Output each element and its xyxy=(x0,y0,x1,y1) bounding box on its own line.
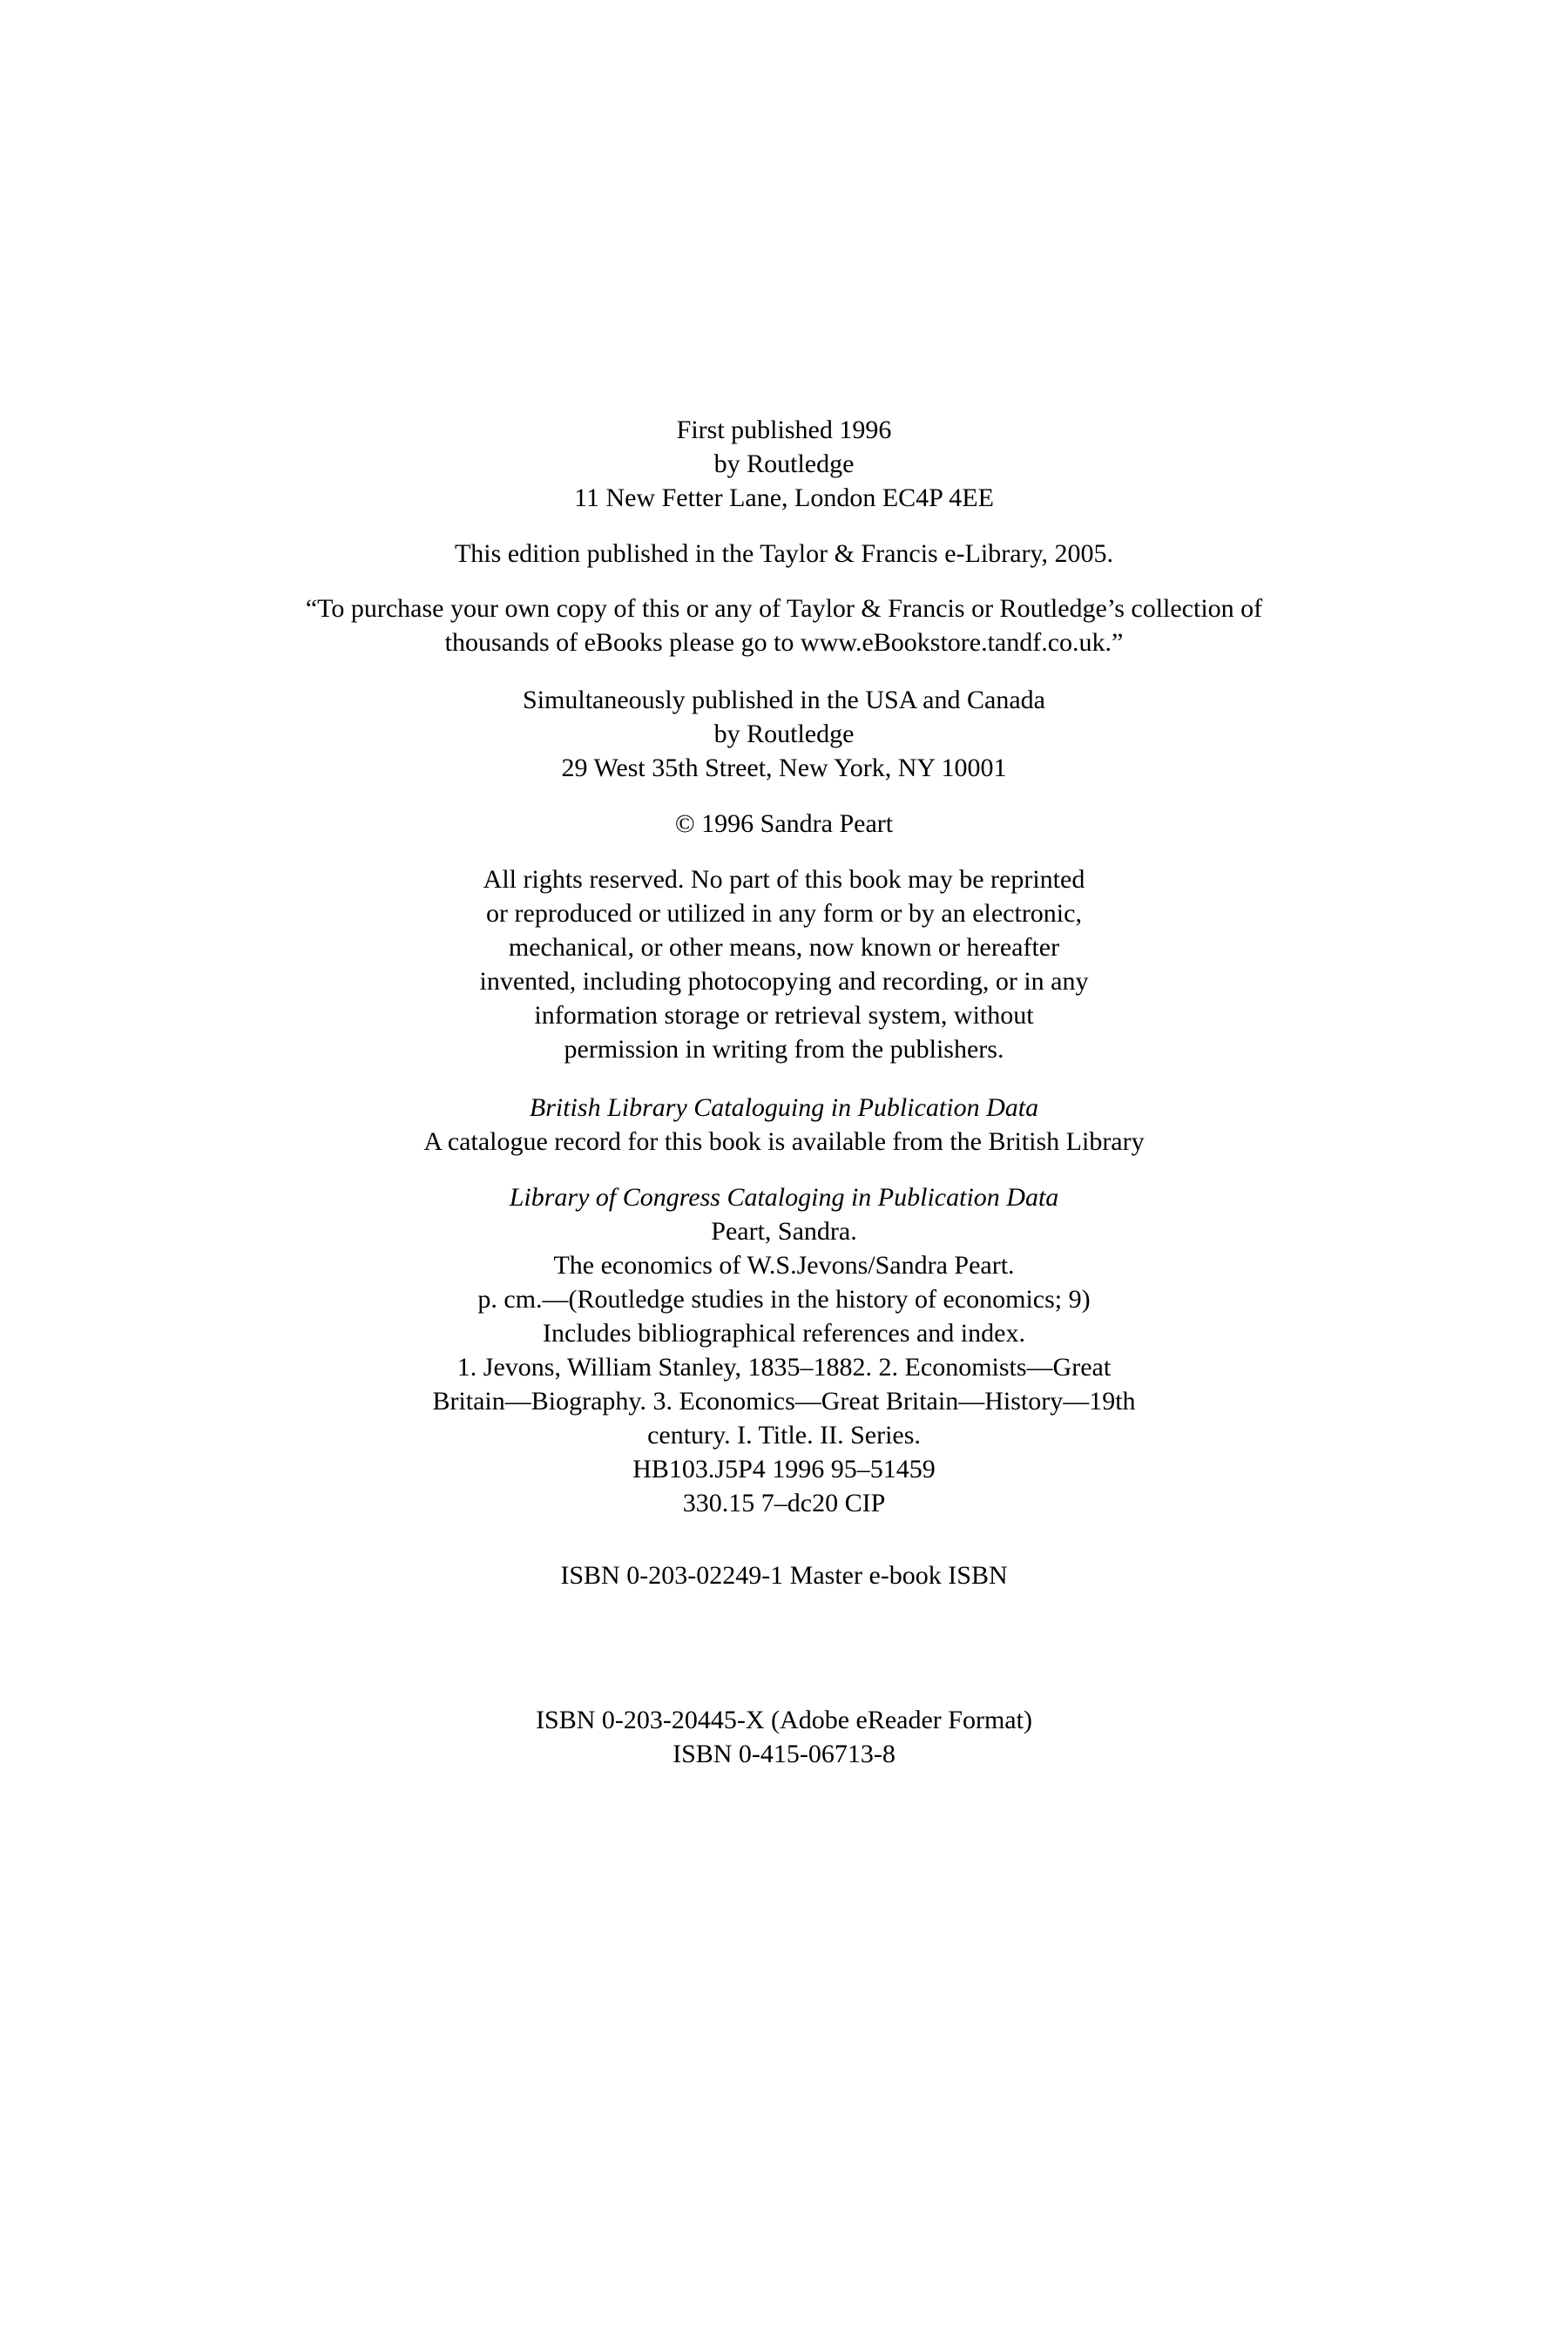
isbn-master xyxy=(0,1558,1568,1592)
publication-line: 11 New Fetter Lane, London EC4P 4EE xyxy=(574,483,994,512)
usa-line: 29 West 35th Street, New York, NY 10001 xyxy=(561,754,1007,782)
loc-line: 1. Jevons, William Stanley, 1835–1882. 2. Economists—Great xyxy=(456,1353,1112,1382)
edition-line: This edition published in the Taylor & Francis e-Library, 2005. xyxy=(454,539,1114,568)
loc-line: Includes bibliographical references and index. xyxy=(543,1319,1025,1348)
loc-line: p. cm.—(Routledge studies in the history of economics; 9) xyxy=(477,1285,1091,1314)
rights-line: or reproduced or utilized in any form or by an electronic, xyxy=(486,899,1082,928)
usa-line: by Routledge xyxy=(713,720,855,748)
isbn-line: ISBN 0-415-06713-8 xyxy=(672,1740,896,1768)
loc-line: Britain—Biography. 3. Economics—Great Britain—History—19th xyxy=(432,1387,1136,1416)
isbn-other xyxy=(0,1703,1568,1771)
loc-heading: Library of Congress Cataloging in Publication Data xyxy=(509,1183,1059,1212)
usa-line: Simultaneously published in the USA and Canada xyxy=(523,686,1045,714)
rights-line: information storage or retrieval system, without xyxy=(534,1001,1034,1030)
rights-reserved-notice xyxy=(0,862,1568,1066)
isbn-line: ISBN 0-203-02249-1 Master e-book ISBN xyxy=(560,1561,1008,1590)
loc-line: The economics of W.S.Jevons/Sandra Peart. xyxy=(553,1251,1015,1280)
loc-line: HB103.J5P4 1996 95–51459 xyxy=(632,1455,936,1484)
british-library-heading: British Library Cataloguing in Publication Data xyxy=(529,1093,1039,1122)
purchase-note xyxy=(0,591,1568,659)
isbn-line: ISBN 0-203-20445-X (Adobe eReader Format) xyxy=(536,1706,1032,1734)
rights-line: invented, including photocopying and recording, or in any xyxy=(479,967,1089,996)
copyright-notice xyxy=(0,807,1568,841)
rights-line: mechanical, or other means, now known or hereafter xyxy=(508,933,1060,962)
rights-line: permission in writing from the publishers. xyxy=(564,1035,1004,1064)
edition-note xyxy=(0,537,1568,571)
library-of-congress-cip xyxy=(0,1180,1568,1520)
purchase-line: “To purchase your own copy of this or any of Taylor & Francis or Routledge’s collection of xyxy=(305,594,1263,623)
usa-publication-info xyxy=(0,683,1568,785)
british-library-cip xyxy=(0,1091,1568,1159)
british-library-text: A catalogue record for this book is available from the British Library xyxy=(423,1127,1145,1156)
purchase-line: thousands of eBooks please go to www.eBookstore.tandf.co.uk.” xyxy=(444,628,1124,657)
publication-line: First published 1996 xyxy=(676,416,892,444)
publication-line: by Routledge xyxy=(713,449,855,478)
loc-line: 330.15 7–dc20 CIP xyxy=(682,1489,886,1517)
copyright-line: © 1996 Sandra Peart xyxy=(674,809,894,838)
loc-line: Peart, Sandra. xyxy=(711,1217,857,1246)
loc-line: century. I. Title. II. Series. xyxy=(647,1421,921,1450)
publication-info xyxy=(0,413,1568,515)
rights-line: All rights reserved. No part of this book may be reprinted xyxy=(483,865,1085,894)
